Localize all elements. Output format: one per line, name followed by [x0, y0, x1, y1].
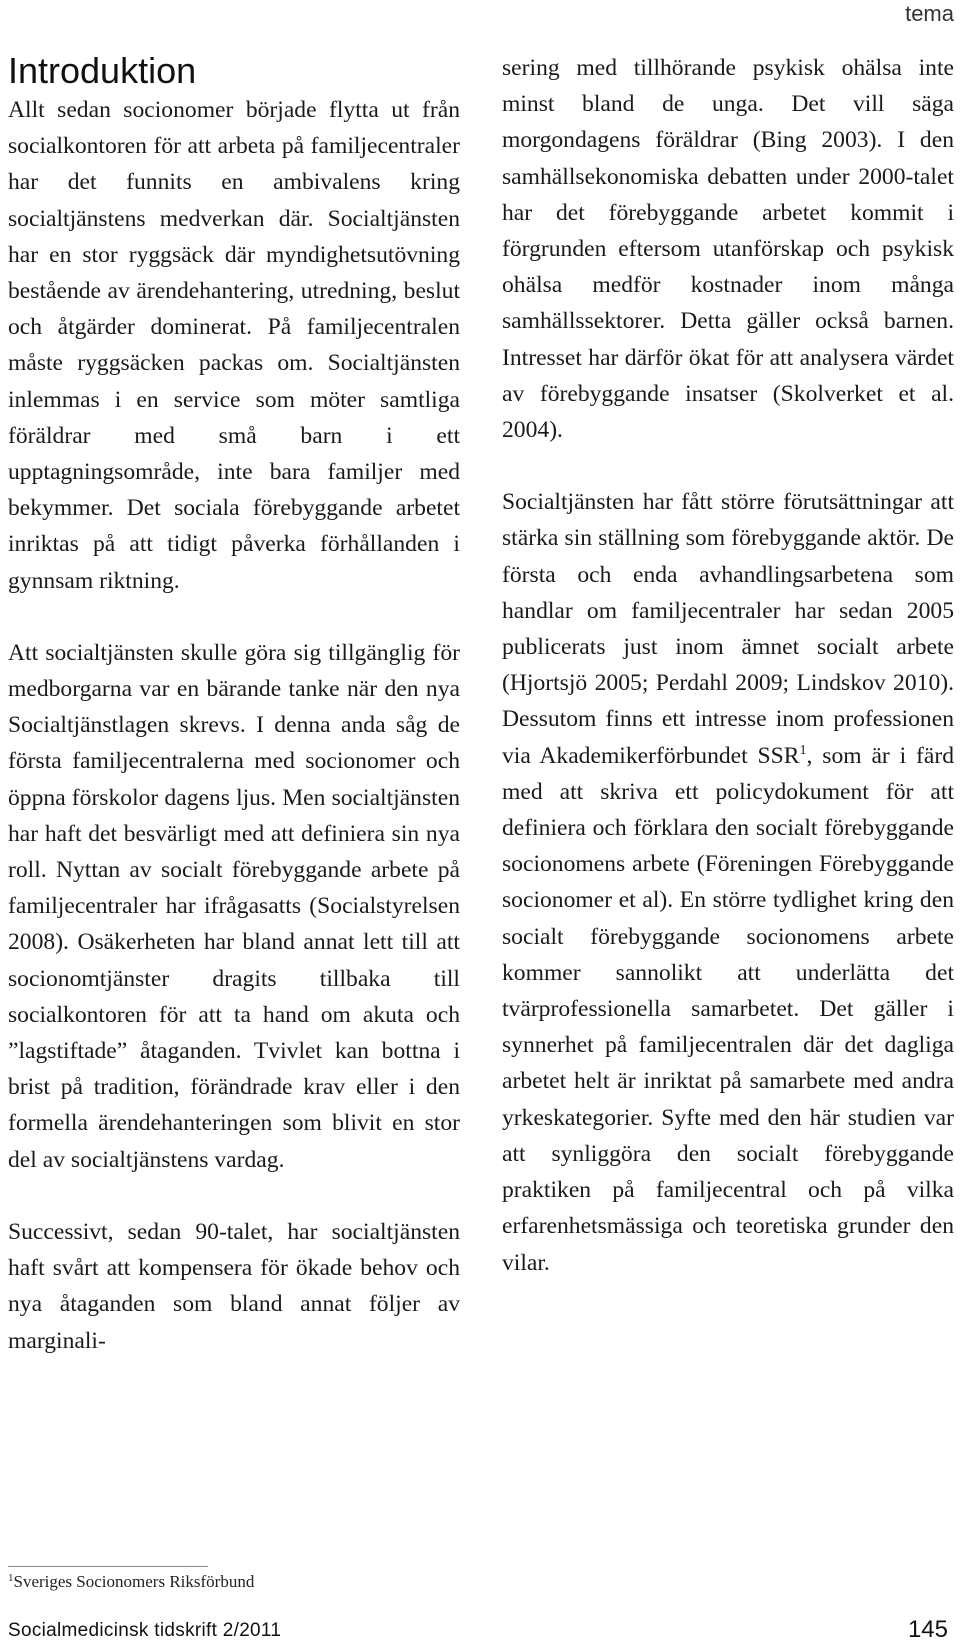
paragraph-text: , som är i färd med att skriva ett policydokument för att definiera och förklara den socialt förebyggande socionomens arbete (Föreningen Förebyggande socionomer et al). En större tydlighet kring den socialt förebyggande socionomens arbete kommer sannolikt att underlätta det tvärprofessionella samarbetet. Det gäller i synnerhet på familjecentralen där det dagliga arbetet helt är inriktat på samarbete med andra yrkeskategorier. Syfte med den här studien var att synliggöra den socialt förebyggande praktiken på familjecentral och på vilka erfarenhetsmässiga och teoretiska grunder den vilar.: [502, 742, 954, 1276]
footnote-divider: [8, 1566, 208, 1567]
footnote-text: Sveriges Socionomers Riksförbund: [13, 1572, 255, 1591]
paragraph: Att socialtjänsten skulle göra sig tillgänglig för medborgarna var en bärande tanke när den nya Socialtjänstlagen skrevs. I denna anda såg de första familjecentralerna med socionomer och öppna förskolor dagens ljus. Men socialtjänsten har haft det besvärligt med att definiera sin nya roll. Nyttan av socialt förebyggande arbete på familjecentraler har ifrågasatts (Socialstyrelsen 2008). Osäkerheten har bland annat lett till att socionomtjänster dragits tillbaka till socialkontoren för att ta hand om akuta och ”lagstiftade” åtaganden. Tvivlet kan bottna i brist på tradition, förändrade krav eller i den formella ärendehanteringen som blivit en stor del av socialtjänstens vardag.: [8, 639, 460, 1173]
right-column: [502, 50, 954, 1317]
footnote-reference: 1: [799, 742, 807, 758]
page-number: 145: [907, 1616, 948, 1643]
paragraph: Successivt, sedan 90-talet, har socialtjänsten haft svårt att kompensera för ökade behov och nya åtaganden som bland annat följer av marginali-: [8, 1218, 460, 1354]
paragraph-text: Socialtjänsten har fått större förutsättningar att stärka sin ställning som förebyggande aktör. De första och enda avhandlingsarbetena som handlar om familjecentraler har sedan 2005 publicerats just inom ämnet socialt arbete (Hjortsjö 2005; Perdahl 2009; Lindskov 2010). Dessutom finns ett intresse inom professionen via Akademikerförbundet SSR: [502, 489, 954, 769]
footnote: [8, 1572, 254, 1592]
paragraph: Allt sedan socionomer började flytta ut från socialkontoren för att arbeta på familjecentraler har det funnits en ambivalens kring socialtjänstens medverkan där. Socialtjänsten har en stor ryggsäck där myndighetsutövning bestående av ärendehantering, utredning, beslut och åtgärder dominerat. På familjecentralen måste ryggsäcken packas om. Socialtjänsten inlemmas i en service som möter samtliga föräldrar med små barn i ett upptagningsområde, inte bara familjer med bekymmer. Det sociala förebyggande arbetet inriktas på att tidigt påverka förhållanden i gynnsam riktning.: [8, 97, 460, 594]
journal-title: Socialmedicinsk tidskrift 2/2011: [8, 1620, 282, 1641]
section-heading: Introduktion: [8, 50, 197, 91]
section-tag: tema: [905, 1, 954, 26]
paragraph: sering med tillhörande psykisk ohälsa inte minst bland de unga. Det vill säga morgondagens föräldrar (Bing 2003). I den samhällsekonomiska debatten under 2000-talet har det förebyggande arbetet kommit i förgrunden eftersom utanförskap och psykisk ohälsa medför kostnader inom många samhällssektorer. Detta gäller också barnen. Intresset har därför ökat för att analysera värdet av förebyggande insatser (Skolverket et al. 2004).: [502, 55, 954, 444]
left-column: [8, 92, 460, 1395]
paragraph: [502, 484, 954, 1280]
footnote-number: 1: [8, 1572, 14, 1584]
